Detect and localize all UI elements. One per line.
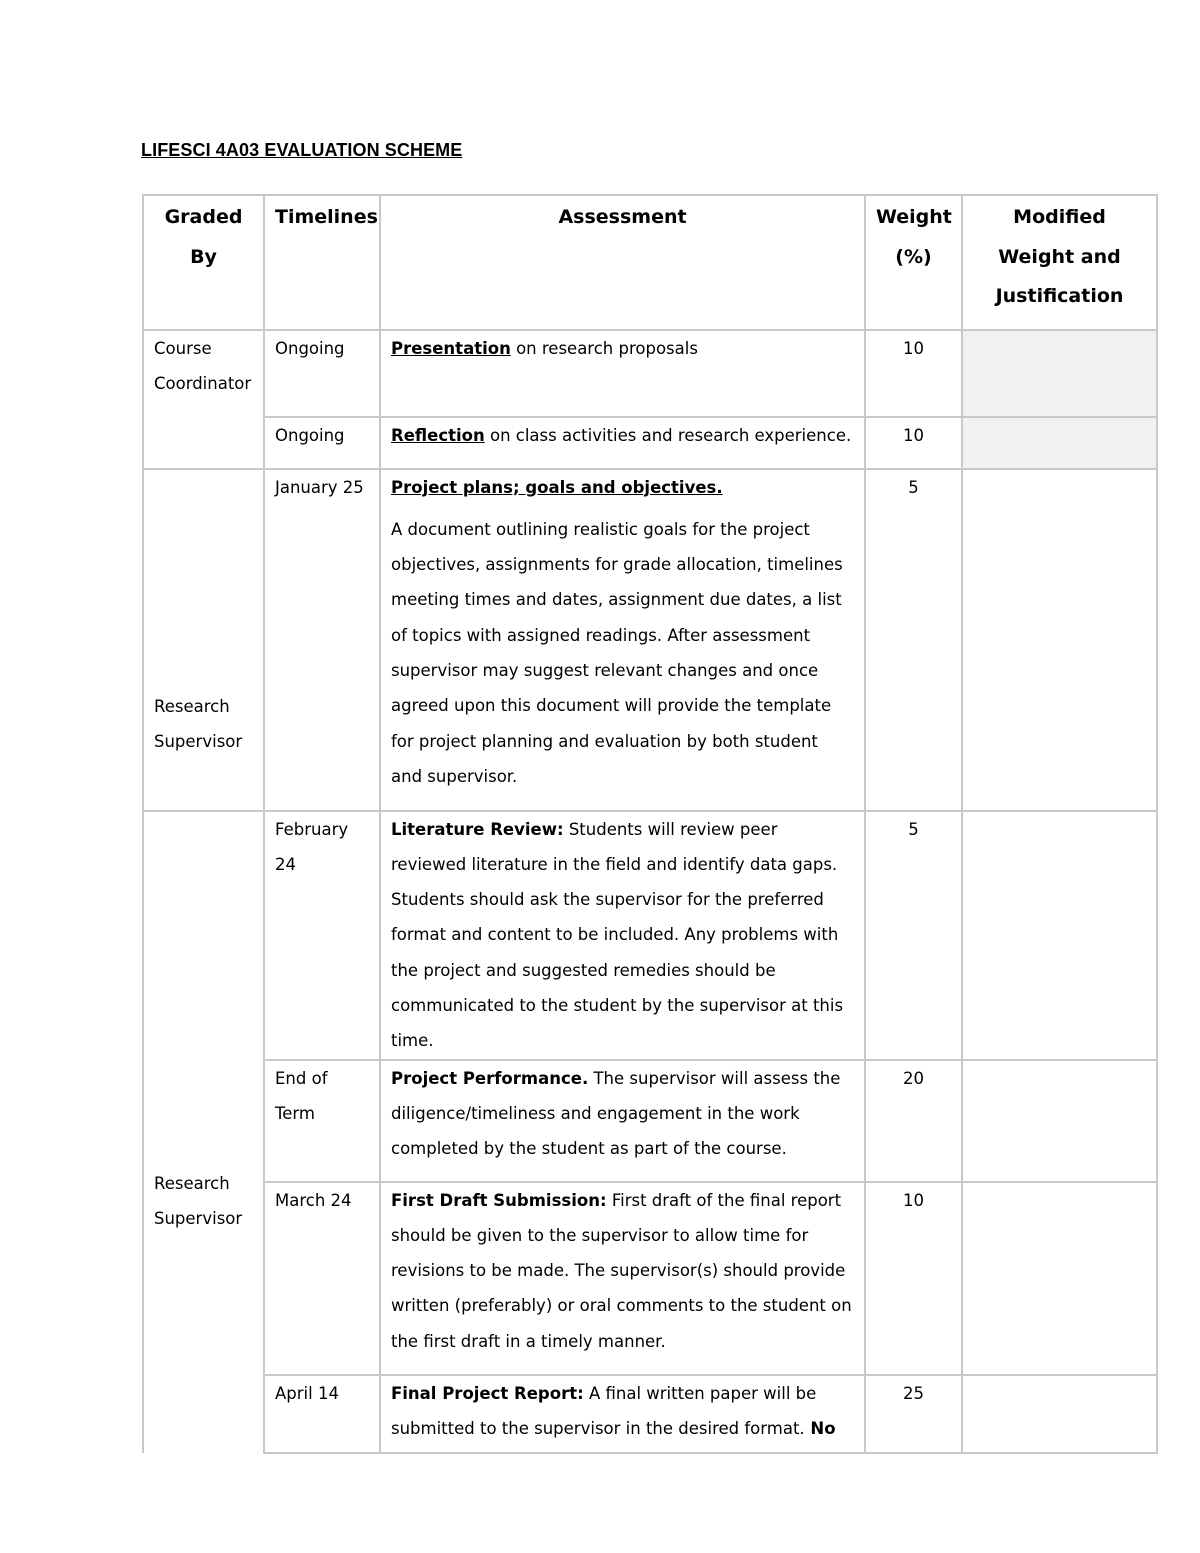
weight-cell: 5 xyxy=(865,469,962,811)
assessment-keyword: Project plans; goals and objectives. xyxy=(391,477,723,497)
assessment-cell xyxy=(380,1060,865,1182)
weight-cell: 10 xyxy=(865,1182,962,1375)
weight-cell: 10 xyxy=(865,417,962,469)
modified-weight-cell xyxy=(962,1182,1157,1375)
table-row xyxy=(143,1060,1157,1182)
table-header-row xyxy=(143,195,1157,330)
table-row xyxy=(143,1375,1157,1453)
assessment-text-tail: No xyxy=(804,1418,836,1438)
table-row xyxy=(143,330,1157,417)
document-title: LIFESCI 4A03 EVALUATION SCHEME xyxy=(141,140,463,160)
weight-cell: 10 xyxy=(865,330,962,417)
header-graded-by: Graded By xyxy=(143,195,264,330)
weight-cell: 25 xyxy=(865,1375,962,1453)
timeline-cell: Ongoing xyxy=(264,417,380,469)
grader-research-supervisor: Research Supervisor xyxy=(143,811,264,1453)
timeline-cell: January 25 xyxy=(264,469,380,811)
assessment-text: A final written paper will be submitted to the supervisor in the desired format. xyxy=(391,1383,817,1438)
modified-weight-cell xyxy=(962,1375,1157,1453)
assessment-cell xyxy=(380,330,865,417)
header-assessment: Assessment xyxy=(380,195,865,330)
assessment-cell xyxy=(380,811,865,1060)
assessment-cell xyxy=(380,1375,865,1453)
timeline-cell: February 24 xyxy=(264,811,380,1060)
assessment-cell xyxy=(380,1182,865,1375)
table-row xyxy=(143,417,1157,469)
header-timelines: Timelines xyxy=(264,195,380,330)
assessment-cell xyxy=(380,417,865,469)
header-weight: Weight (%) xyxy=(865,195,962,330)
assessment-keyword: Project Performance. xyxy=(391,1068,589,1088)
assessment-keyword: Final Project Report: xyxy=(391,1383,584,1403)
assessment-keyword: Presentation xyxy=(391,338,511,358)
modified-weight-cell xyxy=(962,469,1157,811)
assessment-keyword: First Draft Submission: xyxy=(391,1190,607,1210)
assessment-cell xyxy=(380,469,865,811)
timeline-cell: March 24 xyxy=(264,1182,380,1375)
assessment-text: on research proposals xyxy=(510,338,698,358)
timeline-cell: End of Term xyxy=(264,1060,380,1182)
modified-weight-cell xyxy=(962,1060,1157,1182)
assessment-keyword: Literature Review: xyxy=(391,819,564,839)
table-row xyxy=(143,811,1157,1060)
modified-weight-cell xyxy=(962,330,1157,417)
table-row xyxy=(143,1182,1157,1375)
header-modified-weight: Modified Weight and Justification xyxy=(962,195,1157,330)
assessment-text: The supervisor will assess the diligence/timeliness and engagement in the work completed by the student as part of the course. xyxy=(391,1068,841,1159)
assessment-keyword: Reflection xyxy=(391,425,485,445)
assessment-text: Students will review peer reviewed literature in the field and identify data gaps. Students should ask the supervisor for the preferred format and content to be included. Any problems with the project and suggested remedies should be communicated to the student by the supervisor at this time. xyxy=(391,819,844,1051)
evaluation-table xyxy=(142,194,1158,1454)
modified-weight-cell xyxy=(962,417,1157,469)
assessment-text: A document outlining realistic goals for the project objectives, assignments for grade allocation, timelines meeting times and dates, assignment due dates, a list of topics with assigned readings. After assessment supervisor may suggest relevant changes and once agreed upon this document will provide the template for project planning and evaluation by both student and supervisor. xyxy=(391,519,843,786)
assessment-text: on class activities and research experience. xyxy=(484,425,852,445)
grader-research-supervisor: Research Supervisor xyxy=(143,469,264,811)
weight-cell: 5 xyxy=(865,811,962,1060)
assessment-text: First draft of the final report should be given to the supervisor to allow time for revisions to be made. The supervisor(s) should provide written (preferably) or oral comments to the student on the first draft in a timely manner. xyxy=(391,1190,852,1351)
table-row xyxy=(143,469,1157,811)
timeline-cell: April 14 xyxy=(264,1375,380,1453)
grader-course-coordinator: Course Coordinator xyxy=(143,330,264,469)
timeline-cell: Ongoing xyxy=(264,330,380,417)
weight-cell: 20 xyxy=(865,1060,962,1182)
modified-weight-cell xyxy=(962,811,1157,1060)
